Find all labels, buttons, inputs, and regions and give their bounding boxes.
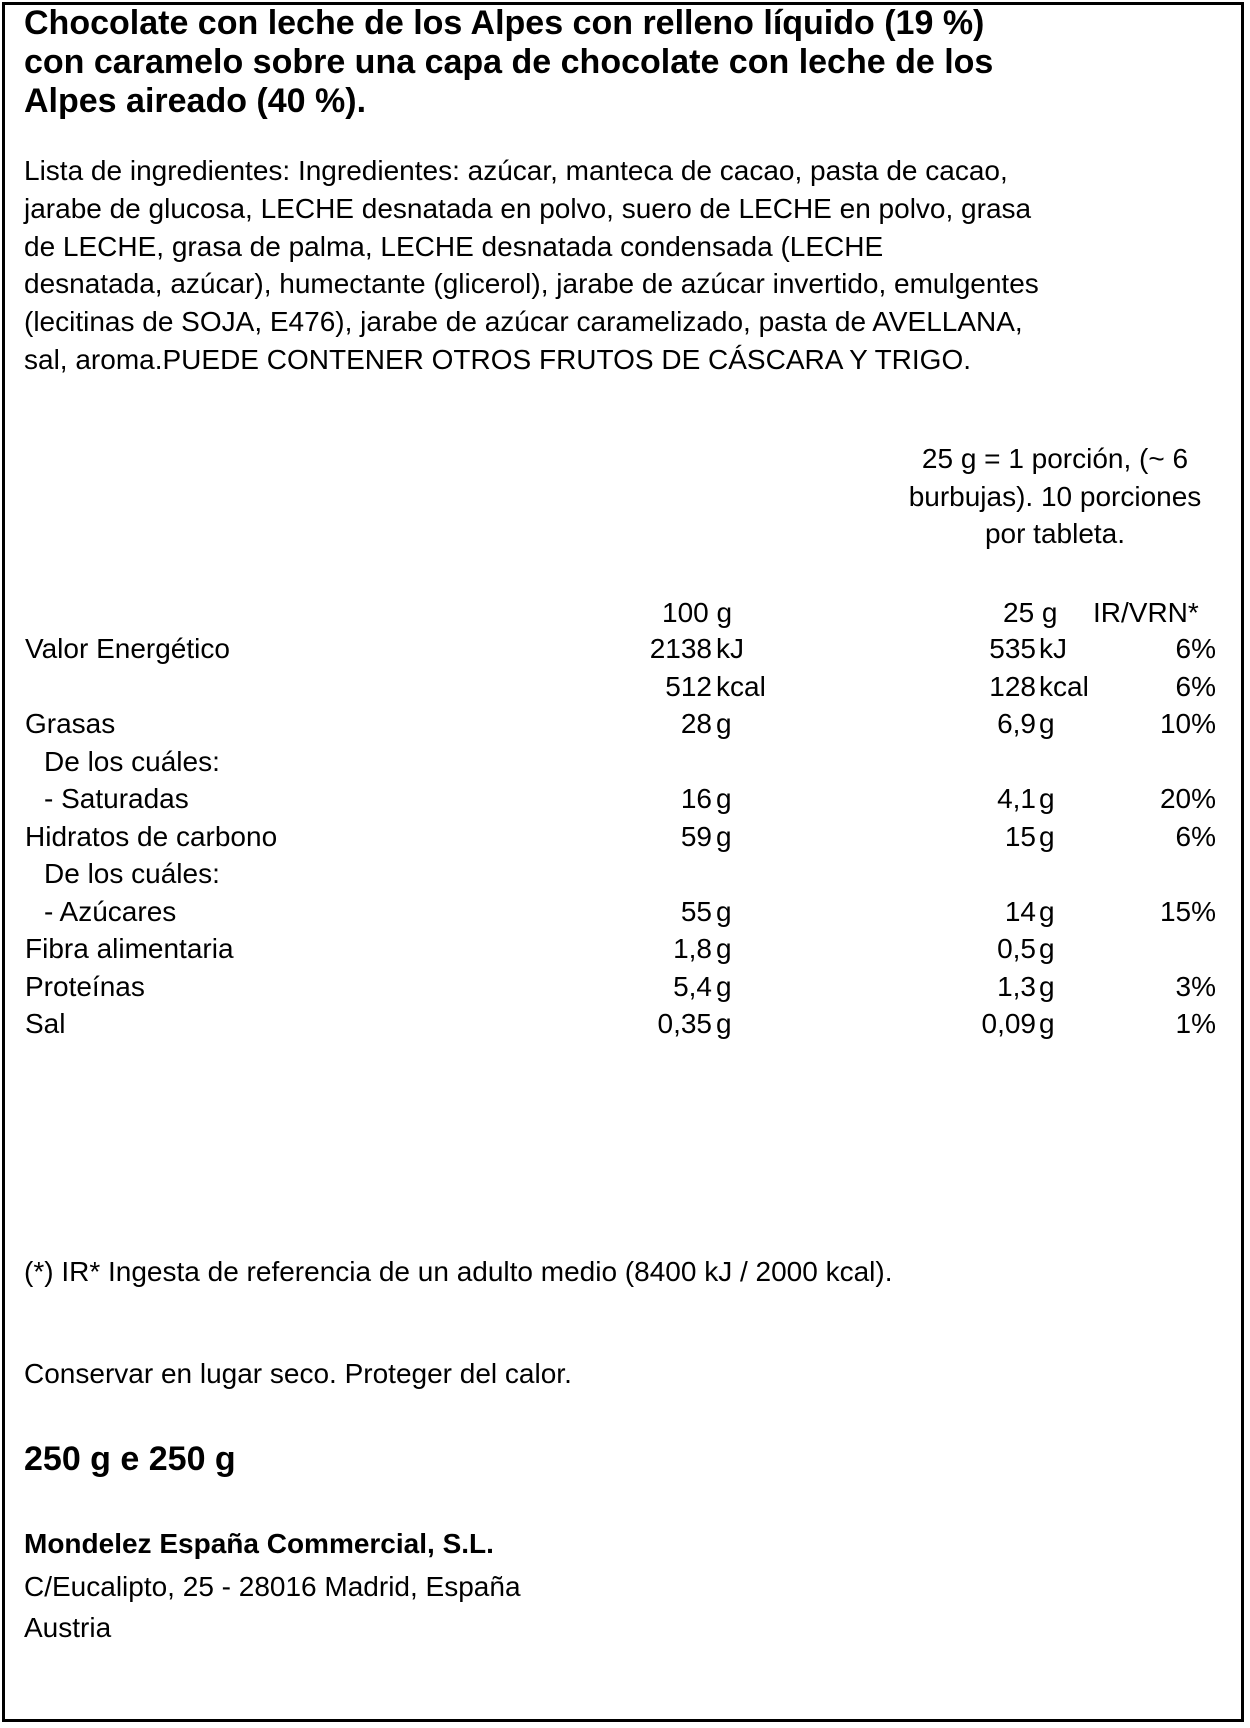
unit-per-25g: g bbox=[1039, 783, 1055, 814]
ir-percentage: 15% bbox=[1159, 896, 1216, 927]
unit-per-100g: g bbox=[716, 708, 732, 739]
unit-per-100g: g bbox=[716, 1008, 732, 1039]
unit-per-25g: g bbox=[1039, 1008, 1055, 1039]
value-per-100g: 28 bbox=[680, 708, 712, 739]
value-per-25g: 1,3 bbox=[997, 971, 1036, 1002]
portion-line: por tableta. bbox=[984, 518, 1126, 549]
nutrient-label: Hidratos de carbono bbox=[25, 821, 278, 852]
value-per-25g: 6,9 bbox=[997, 708, 1036, 739]
unit-per-100g: g bbox=[716, 896, 732, 927]
value-per-25g: 14 bbox=[1004, 896, 1036, 927]
company-name: Mondelez España Commercial, S.L. bbox=[24, 1528, 494, 1559]
nutrient-label: - Azúcares bbox=[44, 896, 177, 927]
unit-per-100g: kJ bbox=[716, 633, 744, 664]
value-per-25g: 128 bbox=[989, 671, 1036, 702]
value-per-25g: 535 bbox=[989, 633, 1036, 664]
unit-per-25g: kcal bbox=[1039, 671, 1089, 702]
company-address: C/Eucalipto, 25 - 28016 Madrid, España bbox=[24, 1571, 521, 1602]
nutrient-label: Grasas bbox=[25, 708, 116, 739]
unit-per-100g: g bbox=[716, 933, 732, 964]
unit-per-25g: g bbox=[1039, 821, 1055, 852]
ir-percentage: 10% bbox=[1159, 708, 1216, 739]
portion-info bbox=[870, 440, 1240, 553]
storage-instructions: Conservar en lugar seco. Proteger del calor. bbox=[24, 1358, 572, 1389]
nutrient-label: Valor Energético bbox=[25, 633, 230, 664]
ingredients-line: desnatada, azúcar), humectante (glicerol), jarabe de azúcar invertido, emulgentes bbox=[24, 268, 1039, 300]
value-per-25g: 15 bbox=[1004, 821, 1036, 852]
nutrient-label: - Saturadas bbox=[44, 783, 189, 814]
value-per-100g: 5,4 bbox=[673, 971, 712, 1002]
value-per-25g: 0,5 bbox=[997, 933, 1036, 964]
ir-percentage: 6% bbox=[1175, 633, 1216, 664]
product-title-line: Alpes aireado (40 %). bbox=[24, 82, 367, 120]
header-per-100g: 100 g bbox=[662, 597, 733, 628]
unit-per-100g: g bbox=[716, 821, 732, 852]
net-weight: 250 g e 250 g bbox=[24, 1440, 236, 1478]
unit-per-25g: g bbox=[1039, 896, 1055, 927]
ir-percentage: 20% bbox=[1159, 783, 1216, 814]
value-per-25g: 0,09 bbox=[981, 1008, 1036, 1039]
portion-line: burbujas). 10 porciones bbox=[908, 480, 1202, 512]
ingredients-line: jarabe de glucosa, LECHE desnatada en polvo, suero de LECHE en polvo, grasa bbox=[24, 192, 1032, 224]
unit-per-25g: g bbox=[1039, 708, 1055, 739]
ir-percentage: 6% bbox=[1175, 821, 1216, 852]
nutrient-label: De los cuáles: bbox=[44, 746, 220, 777]
value-per-25g: 4,1 bbox=[997, 783, 1036, 814]
value-per-100g: 55 bbox=[680, 896, 712, 927]
product-title-line: Chocolate con leche de los Alpes con relleno líquido (19 %) bbox=[24, 4, 985, 42]
ir-percentage: 1% bbox=[1175, 1008, 1216, 1039]
nutrient-label: Fibra alimentaria bbox=[25, 933, 234, 964]
unit-per-100g: kcal bbox=[716, 671, 766, 702]
value-per-100g: 1,8 bbox=[673, 933, 712, 964]
value-per-100g: 59 bbox=[680, 821, 712, 852]
unit-per-100g: g bbox=[716, 783, 732, 814]
nutrient-label: Sal bbox=[25, 1008, 66, 1039]
ingredients-line: (lecitinas de SOJA, E476), jarabe de azúcar caramelizado, pasta de AVELLANA, bbox=[24, 306, 1023, 338]
ingredients-line: de LECHE, grasa de palma, LECHE desnatada condensada (LECHE bbox=[24, 230, 884, 262]
company-country: Austria bbox=[24, 1612, 112, 1643]
unit-per-100g: g bbox=[716, 971, 732, 1002]
unit-per-25g: g bbox=[1039, 933, 1055, 964]
portion-line: 25 g = 1 porción, (~ 6 bbox=[921, 443, 1189, 474]
nutrient-label: De los cuáles: bbox=[44, 858, 220, 889]
product-title-line: con caramelo sobre una capa de chocolate con leche de los bbox=[24, 43, 994, 81]
value-per-100g: 16 bbox=[680, 783, 712, 814]
ingredients-line: sal, aroma.PUEDE CONTENER OTROS FRUTOS DE CÁSCARA Y TRIGO. bbox=[24, 343, 972, 375]
ir-percentage: 6% bbox=[1175, 671, 1216, 702]
unit-per-25g: kJ bbox=[1039, 633, 1067, 664]
ingredients-line: Lista de ingredientes: Ingredientes: azúcar, manteca de cacao, pasta de cacao, bbox=[24, 155, 1008, 186]
value-per-100g: 0,35 bbox=[657, 1008, 712, 1039]
ir-percentage: 3% bbox=[1175, 971, 1216, 1002]
product-title bbox=[24, 4, 993, 121]
unit-per-25g: g bbox=[1039, 971, 1055, 1002]
value-per-100g: 512 bbox=[665, 671, 712, 702]
value-per-100g: 2138 bbox=[649, 633, 712, 664]
reference-intake-footnote: (*) IR* Ingesta de referencia de un adulto medio (8400 kJ / 2000 kcal). bbox=[24, 1256, 893, 1287]
nutrient-label: Proteínas bbox=[25, 971, 145, 1002]
header-per-25g: 25 g bbox=[1003, 597, 1058, 628]
ingredients-list bbox=[24, 152, 1039, 379]
header-ir-vrn: IR/VRN* bbox=[1093, 597, 1199, 628]
